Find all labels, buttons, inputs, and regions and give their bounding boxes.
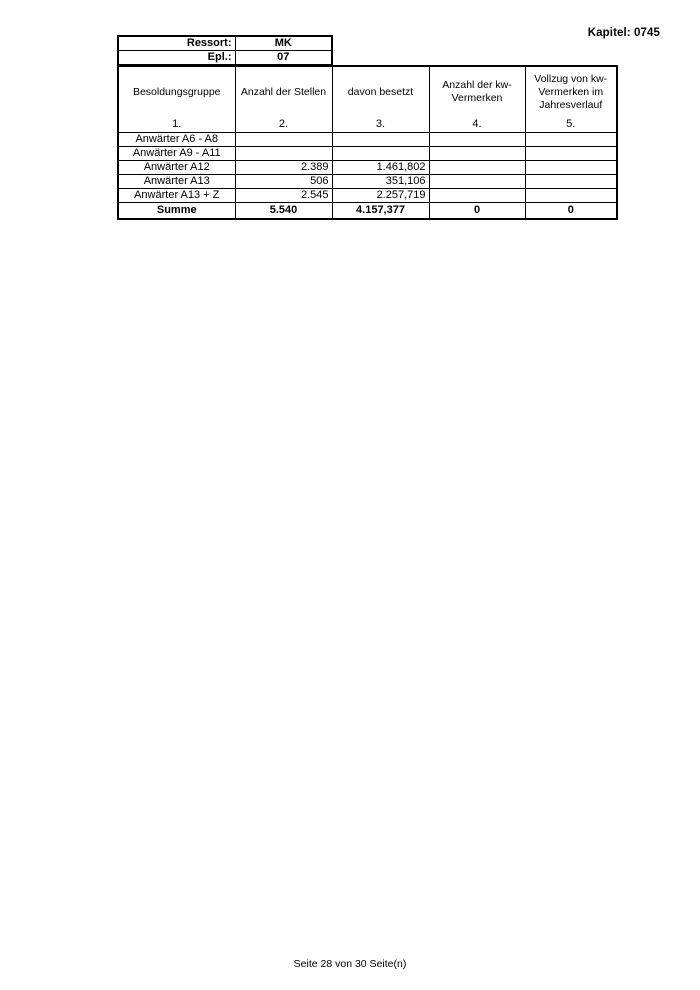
summary-vollzug: 0 (525, 203, 617, 220)
summary-besetzt: 4.157,377 (332, 203, 429, 220)
kapitel-label: Kapitel: 0745 (587, 27, 660, 39)
summary-stellen: 5.540 (235, 203, 332, 220)
cell-group: Anwärter A9 - A11 (118, 147, 235, 161)
col-header-vollzug (525, 66, 617, 133)
besoldung-table (117, 65, 618, 220)
cell-group: Anwärter A12 (118, 161, 235, 175)
cell-kw-vermerke (429, 189, 525, 203)
cell-group: Anwärter A6 - A8 (118, 133, 235, 147)
cell-vollzug (525, 147, 617, 161)
table-row (118, 161, 617, 175)
summary-row (118, 203, 617, 220)
col-header-number: 3. (375, 118, 386, 130)
col-header-kw-vermerke (429, 66, 525, 133)
col-header-label: Anzahl der Stellen (240, 85, 327, 98)
col-header-number: 1. (172, 118, 182, 130)
cell-group: Anwärter A13 + Z (118, 189, 235, 203)
cell-stellen (235, 133, 332, 147)
ressort-value: MK (235, 36, 332, 51)
cell-vollzug (525, 175, 617, 189)
cell-besetzt (332, 133, 429, 147)
epl-value: 07 (235, 51, 332, 65)
cell-group: Anwärter A13 (118, 175, 235, 189)
col-header-number: 5. (566, 118, 576, 130)
meta-table (117, 35, 333, 65)
col-header-anzahl-stellen (235, 66, 332, 133)
cell-kw-vermerke (429, 175, 525, 189)
epl-label: Epl.: (118, 51, 235, 65)
header-row (118, 66, 617, 133)
cell-stellen: 2.545 (235, 189, 332, 203)
summary-kw-vermerke: 0 (429, 203, 525, 220)
cell-vollzug (525, 189, 617, 203)
page-footer: Seite 28 von 30 Seite(n) (293, 958, 407, 970)
cell-vollzug (525, 161, 617, 175)
ressort-row (118, 36, 332, 51)
col-header-label: Vollzug von kw-Vermerken im Jahresverlauf (534, 72, 608, 111)
cell-vollzug (525, 133, 617, 147)
cell-stellen (235, 147, 332, 161)
table-row (118, 133, 617, 147)
table-row (118, 189, 617, 203)
cell-stellen: 506 (235, 175, 332, 189)
table-row (118, 175, 617, 189)
table-block (117, 35, 618, 220)
cell-besetzt (332, 147, 429, 161)
cell-stellen: 2.389 (235, 161, 332, 175)
epl-row (118, 51, 332, 65)
cell-besetzt: 1.461,802 (332, 161, 429, 175)
col-header-number: 2. (278, 118, 289, 130)
col-header-number: 4. (472, 118, 482, 130)
cell-kw-vermerke (429, 161, 525, 175)
col-header-besoldungsgruppe (118, 66, 235, 133)
col-header-label: Anzahl der kw-Vermerken (442, 79, 512, 104)
col-header-davon-besetzt (332, 66, 429, 133)
table-row (118, 147, 617, 161)
cell-besetzt: 2.257,719 (332, 189, 429, 203)
col-header-label: davon besetzt (347, 85, 414, 98)
summary-label: Summe (118, 203, 235, 220)
cell-kw-vermerke (429, 147, 525, 161)
cell-kw-vermerke (429, 133, 525, 147)
col-header-label: Besoldungsgruppe (132, 85, 221, 98)
cell-besetzt: 351,106 (332, 175, 429, 189)
ressort-label: Ressort: (118, 36, 235, 51)
